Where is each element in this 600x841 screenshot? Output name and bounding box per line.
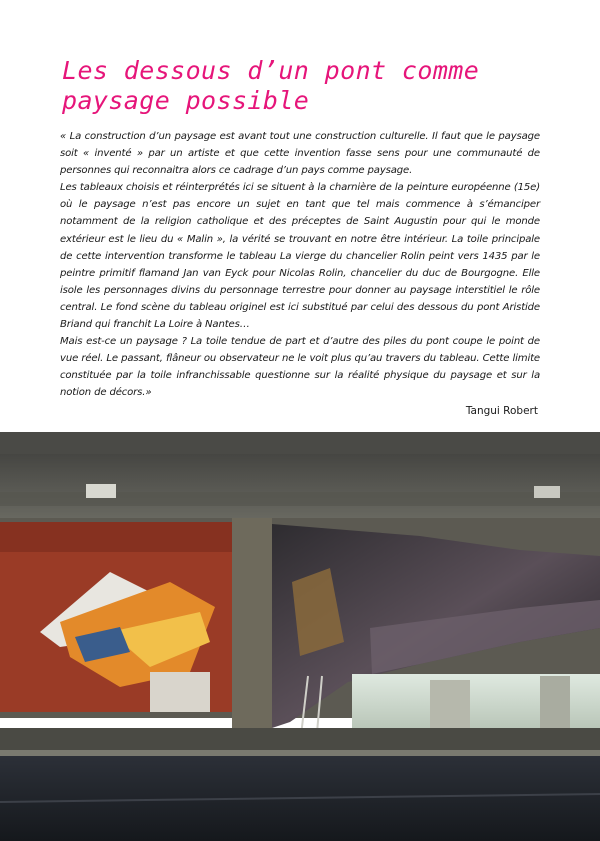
sidewalk-curb [0,750,600,756]
page-title [62,56,562,116]
title-line-1: Les dessous d’un pont comme [62,56,480,85]
ceiling-beam [0,432,600,454]
lamp-left [86,484,116,498]
left-pillar-shade [0,522,232,552]
author-signature: Tangui Robert [465,405,538,417]
quote-text [60,128,540,402]
quote-paragraph-1: « La construction d’un paysage est avant tout une construction culturelle. Il faut que le paysage soit « inventé » par un artiste et que cette invention fasse sens pour une communauté de personnes qui reconnaitra alors ce cadrage d’un pays comme paysage. [60,131,540,177]
graffiti-block [150,672,210,712]
title-line-2: paysage possible [62,86,310,115]
lamp-right [534,486,560,498]
quote-paragraph-3: Mais est-ce un paysage ? La toile tendue de part et d’autre des piles du pont coupe le point de vue réel. Le passant, flâneur ou observateur ne le voit plus qu’au travers du tableau. Cette limite constituée par la toile infranchissable questionne sur la réalité physique du paysage et sur la notion de décors.» [60,336,540,399]
quote-paragraph-2: Les tableaux choisis et réinterprétés ici se situent à la charnière de la peinture européenne (15e) où le paysage n’est pas encore un sujet en tant que tel mais commence à s’émanciper notamment de la religion catholique et des préceptes de Saint Augustin pour qui le monde extérieur est le lieu du « Malin », la vérité se trouvant en notre être intérieur. La toile principale de cette intervention transforme le tableau La vierge du chancelier Rolin peint vers 1435 par le peintre primitif flamand Jan van Eyck pour Nicolas Rolin, chancelier du duc de Bourgogne. Elle isole les personnages divins du personnage terrestre pour donner au paysage interstitiel le rôle central. Le fond scène du tableau originel est ici substitué par celui des dessous du pont Aristide Briand qui franchit La Loire à Nantes… [60,182,540,331]
bridge-underside-photo [0,432,600,841]
pillar-edge [232,518,272,728]
